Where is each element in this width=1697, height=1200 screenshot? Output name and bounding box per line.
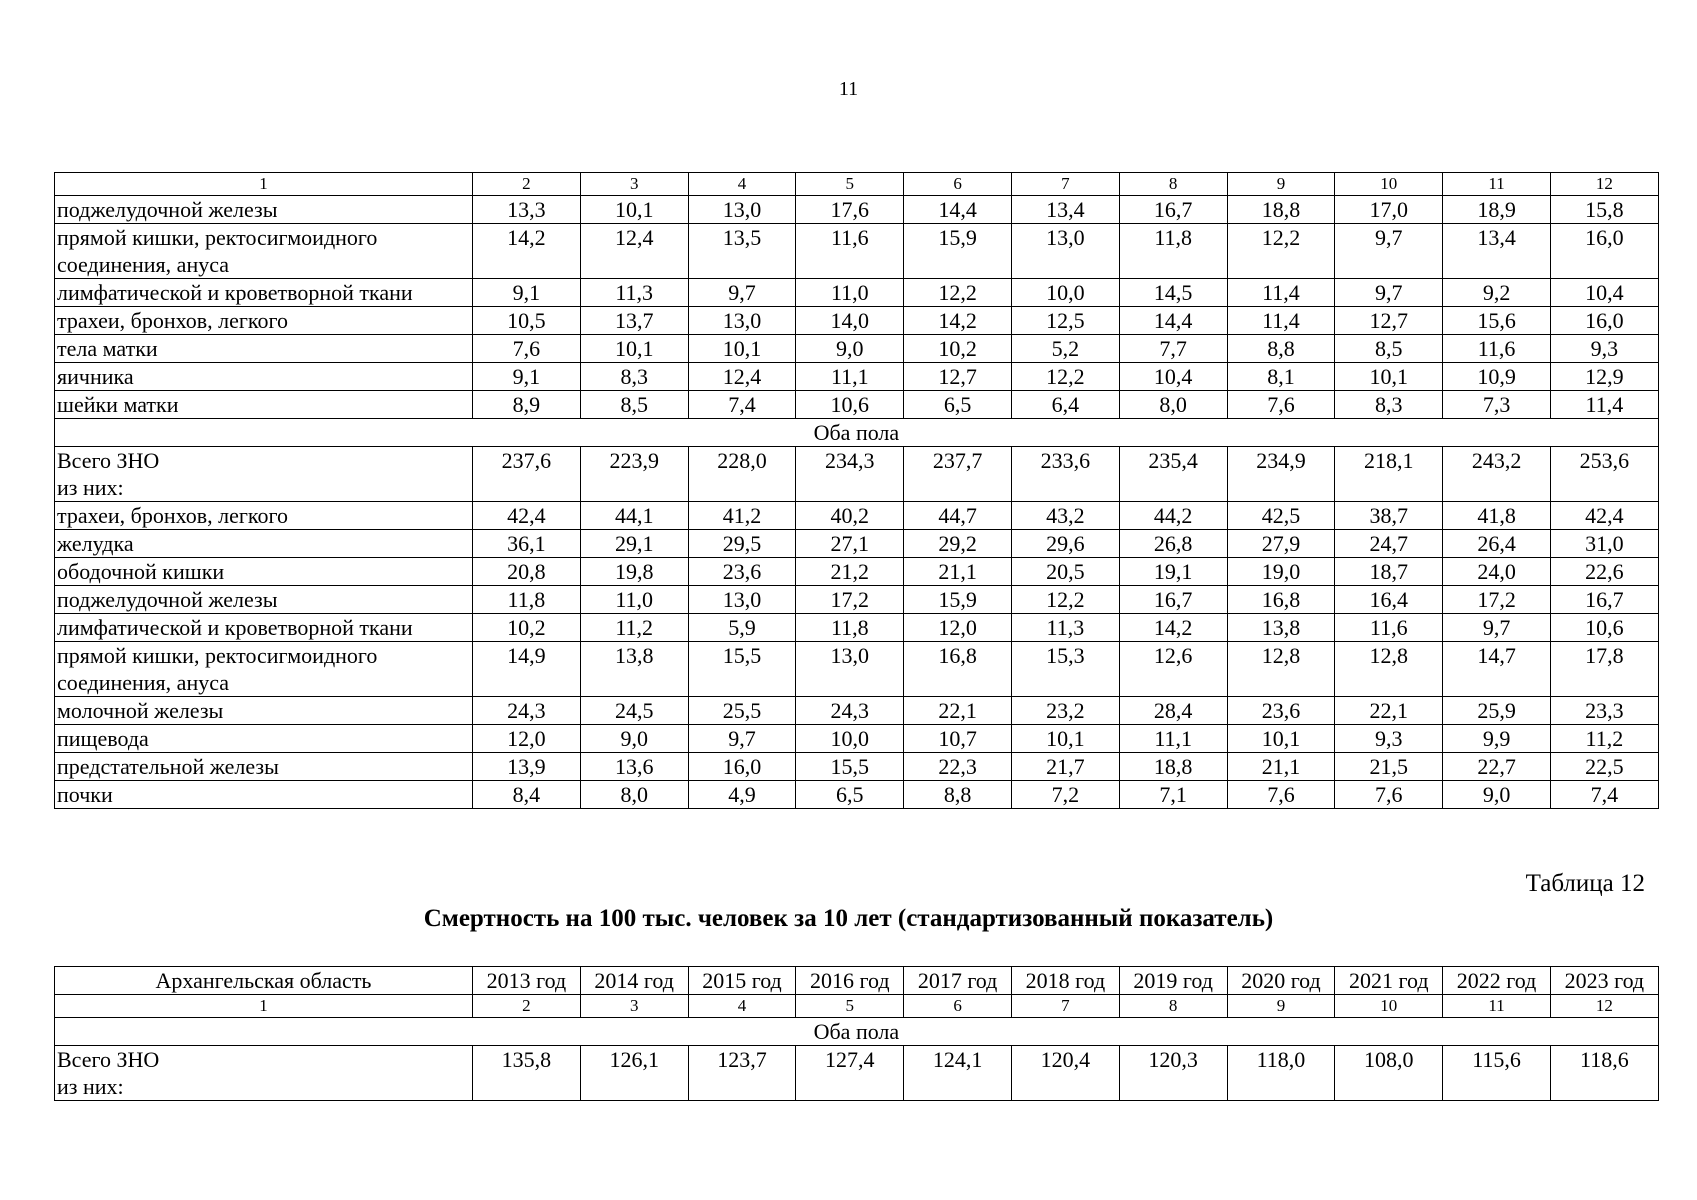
value-cell: 6,5 — [904, 391, 1012, 419]
table-row — [55, 196, 1659, 224]
column-index-cell: 5 — [796, 995, 904, 1018]
row-label: трахеи, бронхов, легкого — [55, 502, 473, 530]
total-value-cell: 118,6 — [1550, 1046, 1658, 1101]
value-cell: 10,6 — [1550, 614, 1658, 642]
value-cell: 14,2 — [904, 307, 1012, 335]
column-index-cell: 1 — [55, 173, 473, 196]
total-row — [55, 1046, 1659, 1101]
column-index-cell: 6 — [904, 173, 1012, 196]
total-label — [55, 1046, 473, 1101]
value-cell: 40,2 — [796, 502, 904, 530]
value-cell: 24,7 — [1335, 530, 1443, 558]
value-cell: 13,0 — [796, 642, 904, 697]
total-value-cell: 228,0 — [688, 447, 796, 502]
value-cell: 12,0 — [473, 725, 581, 753]
header-cell: 2015 год — [688, 967, 796, 995]
value-cell: 10,4 — [1119, 363, 1227, 391]
value-cell: 17,2 — [796, 586, 904, 614]
column-index-cell: 9 — [1227, 173, 1335, 196]
value-cell: 22,7 — [1443, 753, 1551, 781]
header-cell: 2018 год — [1011, 967, 1119, 995]
column-index-cell: 12 — [1550, 173, 1658, 196]
value-cell: 12,5 — [1011, 307, 1119, 335]
value-cell: 14,2 — [473, 224, 581, 279]
row-label: молочной железы — [55, 697, 473, 725]
table-row — [55, 279, 1659, 307]
value-cell: 42,4 — [1550, 502, 1658, 530]
value-cell: 23,2 — [1011, 697, 1119, 725]
value-cell: 8,8 — [904, 781, 1012, 809]
column-index-cell: 5 — [796, 173, 904, 196]
value-cell: 7,4 — [688, 391, 796, 419]
value-cell: 28,4 — [1119, 697, 1227, 725]
total-label-main: Всего ЗНО — [57, 1047, 160, 1072]
table-number-label: Таблица 12 — [1525, 870, 1645, 897]
total-value-cell: 123,7 — [688, 1046, 796, 1101]
value-cell: 43,2 — [1011, 502, 1119, 530]
value-cell: 26,4 — [1443, 530, 1551, 558]
value-cell: 10,1 — [1011, 725, 1119, 753]
value-cell: 44,2 — [1119, 502, 1227, 530]
value-cell: 8,9 — [473, 391, 581, 419]
column-index-cell: 7 — [1011, 995, 1119, 1018]
header-cell: 2023 год — [1550, 967, 1658, 995]
value-cell: 18,8 — [1119, 753, 1227, 781]
row-label: лимфатической и кроветворной ткани — [55, 279, 473, 307]
value-cell: 4,9 — [688, 781, 796, 809]
value-cell: 9,7 — [688, 725, 796, 753]
value-cell: 9,7 — [1335, 279, 1443, 307]
column-index-cell: 9 — [1227, 995, 1335, 1018]
column-index-cell: 8 — [1119, 995, 1227, 1018]
value-cell: 19,8 — [580, 558, 688, 586]
value-cell: 16,8 — [1227, 586, 1335, 614]
value-cell: 44,1 — [580, 502, 688, 530]
value-cell: 23,6 — [688, 558, 796, 586]
value-cell: 10,5 — [473, 307, 581, 335]
value-cell: 10,1 — [1335, 363, 1443, 391]
value-cell: 16,8 — [904, 642, 1012, 697]
row-label: трахеи, бронхов, легкого — [55, 307, 473, 335]
value-cell: 9,7 — [1443, 614, 1551, 642]
table-row — [55, 781, 1659, 809]
value-cell: 8,3 — [1335, 391, 1443, 419]
value-cell: 13,0 — [688, 196, 796, 224]
row-label: прямой кишки, ректосигмоидного соединения, ануса — [55, 642, 473, 697]
value-cell: 10,6 — [796, 391, 904, 419]
value-cell: 7,2 — [1011, 781, 1119, 809]
value-cell: 17,0 — [1335, 196, 1443, 224]
value-cell: 13,5 — [688, 224, 796, 279]
total-value-cell: 120,3 — [1119, 1046, 1227, 1101]
value-cell: 21,1 — [1227, 753, 1335, 781]
value-cell: 11,3 — [1011, 614, 1119, 642]
value-cell: 14,9 — [473, 642, 581, 697]
value-cell: 14,4 — [904, 196, 1012, 224]
value-cell: 11,6 — [1335, 614, 1443, 642]
row-label: прямой кишки, ректосигмоидного соединения, ануса — [55, 224, 473, 279]
table-row — [55, 697, 1659, 725]
value-cell: 11,8 — [1119, 224, 1227, 279]
value-cell: 7,4 — [1550, 781, 1658, 809]
year-header-row — [55, 967, 1659, 995]
value-cell: 11,6 — [1443, 335, 1551, 363]
value-cell: 5,9 — [688, 614, 796, 642]
value-cell: 11,1 — [796, 363, 904, 391]
value-cell: 7,3 — [1443, 391, 1551, 419]
value-cell: 12,2 — [1011, 363, 1119, 391]
total-value-cell: 127,4 — [796, 1046, 904, 1101]
value-cell: 16,0 — [1550, 224, 1658, 279]
row-label: ободочной кишки — [55, 558, 473, 586]
value-cell: 10,2 — [473, 614, 581, 642]
value-cell: 11,3 — [580, 279, 688, 307]
column-index-cell: 12 — [1550, 995, 1658, 1018]
value-cell: 21,5 — [1335, 753, 1443, 781]
total-value-cell: 223,9 — [580, 447, 688, 502]
value-cell: 9,2 — [1443, 279, 1551, 307]
value-cell: 10,9 — [1443, 363, 1551, 391]
column-index-cell: 10 — [1335, 173, 1443, 196]
row-label: яичника — [55, 363, 473, 391]
value-cell: 15,3 — [1011, 642, 1119, 697]
column-index-cell: 4 — [688, 173, 796, 196]
value-cell: 29,6 — [1011, 530, 1119, 558]
value-cell: 12,2 — [1227, 224, 1335, 279]
row-label: поджелудочной железы — [55, 196, 473, 224]
section-row — [55, 419, 1659, 447]
value-cell: 24,3 — [473, 697, 581, 725]
header-cell: Архангельская область — [55, 967, 473, 995]
header-cell: 2022 год — [1443, 967, 1551, 995]
value-cell: 41,2 — [688, 502, 796, 530]
total-value-cell: 126,1 — [580, 1046, 688, 1101]
value-cell: 21,7 — [1011, 753, 1119, 781]
value-cell: 16,7 — [1119, 196, 1227, 224]
value-cell: 18,7 — [1335, 558, 1443, 586]
value-cell: 9,1 — [473, 363, 581, 391]
value-cell: 10,1 — [688, 335, 796, 363]
value-cell: 7,1 — [1119, 781, 1227, 809]
column-index-cell: 4 — [688, 995, 796, 1018]
value-cell: 22,6 — [1550, 558, 1658, 586]
total-value-cell: 253,6 — [1550, 447, 1658, 502]
value-cell: 12,4 — [580, 224, 688, 279]
value-cell: 16,4 — [1335, 586, 1443, 614]
value-cell: 7,6 — [1227, 391, 1335, 419]
column-index-row — [55, 995, 1659, 1018]
value-cell: 13,4 — [1443, 224, 1551, 279]
row-label: желудка — [55, 530, 473, 558]
column-index-cell: 2 — [473, 995, 581, 1018]
row-label: почки — [55, 781, 473, 809]
value-cell: 9,3 — [1335, 725, 1443, 753]
header-cell: 2021 год — [1335, 967, 1443, 995]
value-cell: 12,0 — [904, 614, 1012, 642]
value-cell: 10,1 — [1227, 725, 1335, 753]
value-cell: 12,2 — [904, 279, 1012, 307]
value-cell: 12,2 — [1011, 586, 1119, 614]
total-value-cell: 124,1 — [904, 1046, 1012, 1101]
table-row — [55, 363, 1659, 391]
column-index-cell: 11 — [1443, 995, 1551, 1018]
value-cell: 12,9 — [1550, 363, 1658, 391]
table-row — [55, 530, 1659, 558]
value-cell: 8,0 — [580, 781, 688, 809]
value-cell: 13,4 — [1011, 196, 1119, 224]
section-label: Оба пола — [55, 1018, 1659, 1046]
value-cell: 9,7 — [688, 279, 796, 307]
column-index-cell: 1 — [55, 995, 473, 1018]
value-cell: 16,0 — [1550, 307, 1658, 335]
value-cell: 12,6 — [1119, 642, 1227, 697]
incidence-table-continued — [54, 172, 1659, 809]
value-cell: 29,1 — [580, 530, 688, 558]
value-cell: 10,4 — [1550, 279, 1658, 307]
value-cell: 12,8 — [1335, 642, 1443, 697]
value-cell: 11,4 — [1550, 391, 1658, 419]
total-value-cell: 234,3 — [796, 447, 904, 502]
value-cell: 22,1 — [1335, 697, 1443, 725]
value-cell: 10,1 — [580, 196, 688, 224]
value-cell: 11,8 — [473, 586, 581, 614]
value-cell: 22,3 — [904, 753, 1012, 781]
value-cell: 27,1 — [796, 530, 904, 558]
table-row — [55, 224, 1659, 279]
value-cell: 7,7 — [1119, 335, 1227, 363]
value-cell: 8,3 — [580, 363, 688, 391]
table-title: Смертность на 100 тыс. человек за 10 лет (стандартизованный показатель) — [423, 905, 1274, 932]
value-cell: 12,8 — [1227, 642, 1335, 697]
value-cell: 9,7 — [1335, 224, 1443, 279]
table-row — [55, 753, 1659, 781]
value-cell: 14,5 — [1119, 279, 1227, 307]
column-index-cell: 8 — [1119, 173, 1227, 196]
row-label: предстательной железы — [55, 753, 473, 781]
header-cell: 2020 год — [1227, 967, 1335, 995]
value-cell: 14,2 — [1119, 614, 1227, 642]
value-cell: 8,5 — [580, 391, 688, 419]
value-cell: 38,7 — [1335, 502, 1443, 530]
header-cell: 2013 год — [473, 967, 581, 995]
value-cell: 13,0 — [1011, 224, 1119, 279]
value-cell: 31,0 — [1550, 530, 1658, 558]
section-label: Оба пола — [55, 419, 1659, 447]
value-cell: 13,3 — [473, 196, 581, 224]
value-cell: 14,7 — [1443, 642, 1551, 697]
column-index-cell: 10 — [1335, 995, 1443, 1018]
value-cell: 26,8 — [1119, 530, 1227, 558]
value-cell: 15,5 — [688, 642, 796, 697]
column-index-cell: 6 — [904, 995, 1012, 1018]
value-cell: 15,9 — [904, 586, 1012, 614]
value-cell: 6,5 — [796, 781, 904, 809]
value-cell: 42,4 — [473, 502, 581, 530]
value-cell: 15,8 — [1550, 196, 1658, 224]
value-cell: 11,2 — [580, 614, 688, 642]
row-label: пищевода — [55, 725, 473, 753]
value-cell: 9,0 — [796, 335, 904, 363]
value-cell: 24,3 — [796, 697, 904, 725]
table-row — [55, 502, 1659, 530]
value-cell: 15,6 — [1443, 307, 1551, 335]
total-label-sub: из них: — [57, 475, 124, 500]
value-cell: 44,7 — [904, 502, 1012, 530]
total-row — [55, 447, 1659, 502]
value-cell: 9,3 — [1550, 335, 1658, 363]
value-cell: 17,6 — [796, 196, 904, 224]
total-value-cell: 233,6 — [1011, 447, 1119, 502]
total-value-cell: 118,0 — [1227, 1046, 1335, 1101]
value-cell: 13,8 — [1227, 614, 1335, 642]
value-cell: 20,5 — [1011, 558, 1119, 586]
value-cell: 10,7 — [904, 725, 1012, 753]
row-label: тела матки — [55, 335, 473, 363]
value-cell: 7,6 — [1227, 781, 1335, 809]
value-cell: 42,5 — [1227, 502, 1335, 530]
page-number: 11 — [838, 78, 859, 100]
value-cell: 8,8 — [1227, 335, 1335, 363]
header-cell: 2019 год — [1119, 967, 1227, 995]
value-cell: 10,2 — [904, 335, 1012, 363]
value-cell: 5,2 — [1011, 335, 1119, 363]
value-cell: 10,0 — [796, 725, 904, 753]
value-cell: 11,0 — [580, 586, 688, 614]
table-row — [55, 614, 1659, 642]
value-cell: 14,0 — [796, 307, 904, 335]
value-cell: 13,7 — [580, 307, 688, 335]
mortality-table — [54, 966, 1659, 1101]
header-cell: 2016 год — [796, 967, 904, 995]
value-cell: 8,4 — [473, 781, 581, 809]
value-cell: 18,8 — [1227, 196, 1335, 224]
value-cell: 24,5 — [580, 697, 688, 725]
value-cell: 21,1 — [904, 558, 1012, 586]
value-cell: 10,1 — [580, 335, 688, 363]
value-cell: 13,8 — [580, 642, 688, 697]
value-cell: 12,7 — [1335, 307, 1443, 335]
total-value-cell: 234,9 — [1227, 447, 1335, 502]
value-cell: 16,7 — [1119, 586, 1227, 614]
value-cell: 16,0 — [688, 753, 796, 781]
value-cell: 7,6 — [1335, 781, 1443, 809]
total-value-cell: 218,1 — [1335, 447, 1443, 502]
total-value-cell: 120,4 — [1011, 1046, 1119, 1101]
value-cell: 12,7 — [904, 363, 1012, 391]
value-cell: 13,0 — [688, 307, 796, 335]
value-cell: 23,3 — [1550, 697, 1658, 725]
value-cell: 22,5 — [1550, 753, 1658, 781]
total-label-sub: из них: — [57, 1074, 124, 1099]
header-cell: 2014 год — [580, 967, 688, 995]
table-row — [55, 642, 1659, 697]
value-cell: 19,1 — [1119, 558, 1227, 586]
value-cell: 23,6 — [1227, 697, 1335, 725]
total-value-cell: 135,8 — [473, 1046, 581, 1101]
value-cell: 14,4 — [1119, 307, 1227, 335]
total-value-cell: 235,4 — [1119, 447, 1227, 502]
value-cell: 11,2 — [1550, 725, 1658, 753]
column-index-cell: 7 — [1011, 173, 1119, 196]
value-cell: 36,1 — [473, 530, 581, 558]
column-index-row — [55, 173, 1659, 196]
row-label: лимфатической и кроветворной ткани — [55, 614, 473, 642]
value-cell: 9,0 — [1443, 781, 1551, 809]
column-index-cell: 3 — [580, 995, 688, 1018]
column-index-cell: 3 — [580, 173, 688, 196]
table-row — [55, 586, 1659, 614]
value-cell: 13,6 — [580, 753, 688, 781]
table-row — [55, 335, 1659, 363]
value-cell: 41,8 — [1443, 502, 1551, 530]
row-label: шейки матки — [55, 391, 473, 419]
value-cell: 16,7 — [1550, 586, 1658, 614]
value-cell: 8,0 — [1119, 391, 1227, 419]
value-cell: 12,4 — [688, 363, 796, 391]
section-row — [55, 1018, 1659, 1046]
value-cell: 15,9 — [904, 224, 1012, 279]
column-index-cell: 11 — [1443, 173, 1551, 196]
value-cell: 9,1 — [473, 279, 581, 307]
value-cell: 21,2 — [796, 558, 904, 586]
value-cell: 29,5 — [688, 530, 796, 558]
total-value-cell: 243,2 — [1443, 447, 1551, 502]
total-label — [55, 447, 473, 502]
value-cell: 9,9 — [1443, 725, 1551, 753]
value-cell: 11,1 — [1119, 725, 1227, 753]
value-cell: 25,9 — [1443, 697, 1551, 725]
value-cell: 9,0 — [580, 725, 688, 753]
value-cell: 15,5 — [796, 753, 904, 781]
value-cell: 25,5 — [688, 697, 796, 725]
row-label: поджелудочной железы — [55, 586, 473, 614]
table-row — [55, 391, 1659, 419]
value-cell: 19,0 — [1227, 558, 1335, 586]
table-row — [55, 558, 1659, 586]
value-cell: 6,4 — [1011, 391, 1119, 419]
total-value-cell: 108,0 — [1335, 1046, 1443, 1101]
value-cell: 11,4 — [1227, 279, 1335, 307]
header-cell: 2017 год — [904, 967, 1012, 995]
total-value-cell: 237,6 — [473, 447, 581, 502]
total-label-main: Всего ЗНО — [57, 448, 160, 473]
table-row — [55, 725, 1659, 753]
value-cell: 22,1 — [904, 697, 1012, 725]
value-cell: 7,6 — [473, 335, 581, 363]
value-cell: 17,8 — [1550, 642, 1658, 697]
total-value-cell: 115,6 — [1443, 1046, 1551, 1101]
value-cell: 11,4 — [1227, 307, 1335, 335]
value-cell: 11,6 — [796, 224, 904, 279]
value-cell: 29,2 — [904, 530, 1012, 558]
value-cell: 11,8 — [796, 614, 904, 642]
value-cell: 13,0 — [688, 586, 796, 614]
value-cell: 13,9 — [473, 753, 581, 781]
value-cell: 20,8 — [473, 558, 581, 586]
value-cell: 27,9 — [1227, 530, 1335, 558]
value-cell: 17,2 — [1443, 586, 1551, 614]
column-index-cell: 2 — [473, 173, 581, 196]
value-cell: 24,0 — [1443, 558, 1551, 586]
value-cell: 18,9 — [1443, 196, 1551, 224]
value-cell: 8,1 — [1227, 363, 1335, 391]
total-value-cell: 237,7 — [904, 447, 1012, 502]
table-row — [55, 307, 1659, 335]
value-cell: 11,0 — [796, 279, 904, 307]
value-cell: 8,5 — [1335, 335, 1443, 363]
value-cell: 10,0 — [1011, 279, 1119, 307]
